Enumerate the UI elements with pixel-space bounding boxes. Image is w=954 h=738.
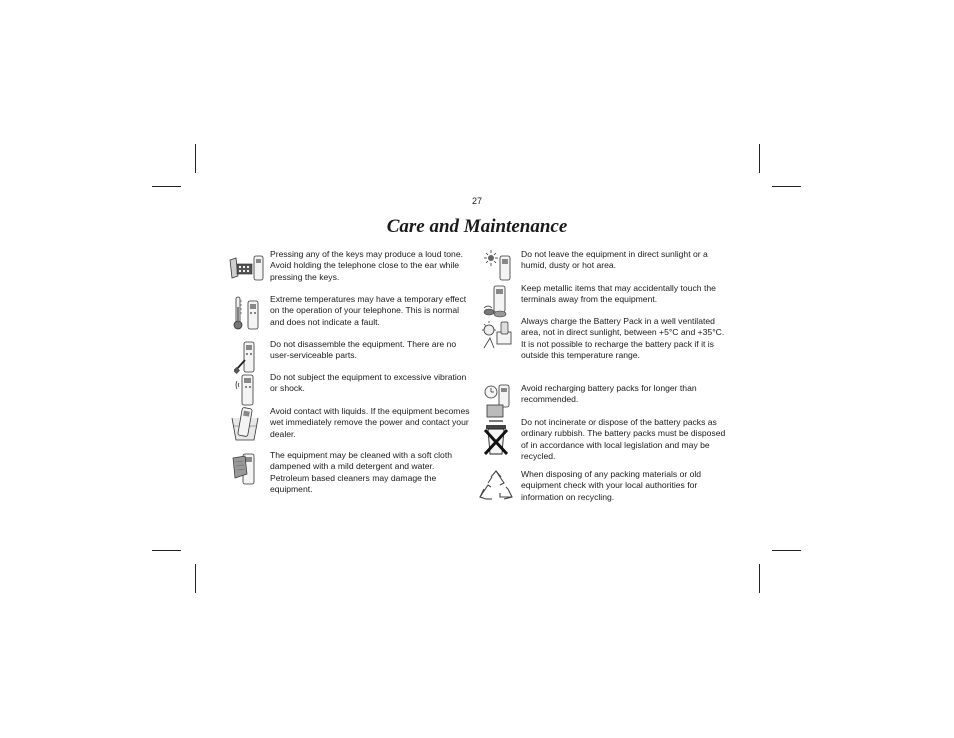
thermometer-phone-icon: [233, 295, 261, 331]
care-entry: Avoid recharging battery packs for longer than recommended.: [521, 383, 697, 405]
phone-in-liquid-icon: [230, 406, 260, 442]
care-entry: Do not subject the equipment to excessive vibration or shock.: [270, 372, 467, 394]
crop-mark-top-left-horizontal: [152, 186, 181, 187]
care-entry: Keep metallic items that may accidentally touch the terminals away from the equipment.: [521, 283, 716, 305]
crossed-bin-icon: [483, 420, 511, 458]
crop-mark-bottom-right-horizontal: [772, 550, 801, 551]
crop-mark-top-left-vertical: [195, 144, 196, 173]
care-entry: Always charge the Battery Pack in a well ventilated area, not in direct sunlight, between +5°C and +35°C. It is not possible to recharge the battery pack if it is outside this temperature range.: [521, 316, 725, 360]
clock-charger-icon: [483, 383, 515, 419]
crop-mark-bottom-left-horizontal: [152, 550, 181, 551]
care-entry: Extreme temperatures may have a temporary effect on the operation of your telephone. This is normal and does not indicate a fault.: [270, 294, 467, 327]
care-entry: When disposing of any packing materials or old equipment check with your local authorities for information on recycling.: [521, 469, 702, 502]
metal-items-phone-icon: [482, 284, 514, 318]
crop-mark-bottom-right-vertical: [759, 564, 760, 593]
cleaning-cloth-phone-icon: [231, 452, 261, 488]
sunlight-phone-icon: [484, 250, 514, 282]
screwdriver-phone-icon: [234, 340, 260, 374]
page-number: 27: [471, 196, 482, 206]
crop-mark-bottom-left-vertical: [195, 564, 196, 593]
care-entry: Do not disassemble the equipment. There are no user-serviceable parts.: [270, 339, 457, 361]
charger-temperature-icon: [480, 318, 514, 350]
recycling-icon: [478, 469, 514, 505]
page-title: Care and Maintenance: [386, 216, 568, 237]
care-entry: Do not incinerate or dispose of the battery packs as ordinary rubbish. The battery packs must be disposed of in accordance with local legislation and may be recycled.: [521, 417, 726, 461]
keypad-loud-tone-icon: [228, 252, 266, 284]
crop-mark-top-right-vertical: [759, 144, 760, 173]
care-entry: Do not leave the equipment in direct sunlight or a humid, dusty or hot area.: [521, 249, 708, 271]
vibration-phone-icon: [234, 373, 260, 407]
care-entry: Pressing any of the keys may produce a loud tone. Avoid holding the telephone close to the ear while pressing the keys.: [270, 249, 463, 282]
crop-mark-top-right-horizontal: [772, 186, 801, 187]
care-entry: The equipment may be cleaned with a soft cloth dampened with a mild detergent and water. Petroleum based cleaners may damage the equipment.: [270, 450, 453, 494]
care-entry: Avoid contact with liquids. If the equipment becomes wet immediately remove the power and contact your dealer.: [270, 406, 470, 439]
